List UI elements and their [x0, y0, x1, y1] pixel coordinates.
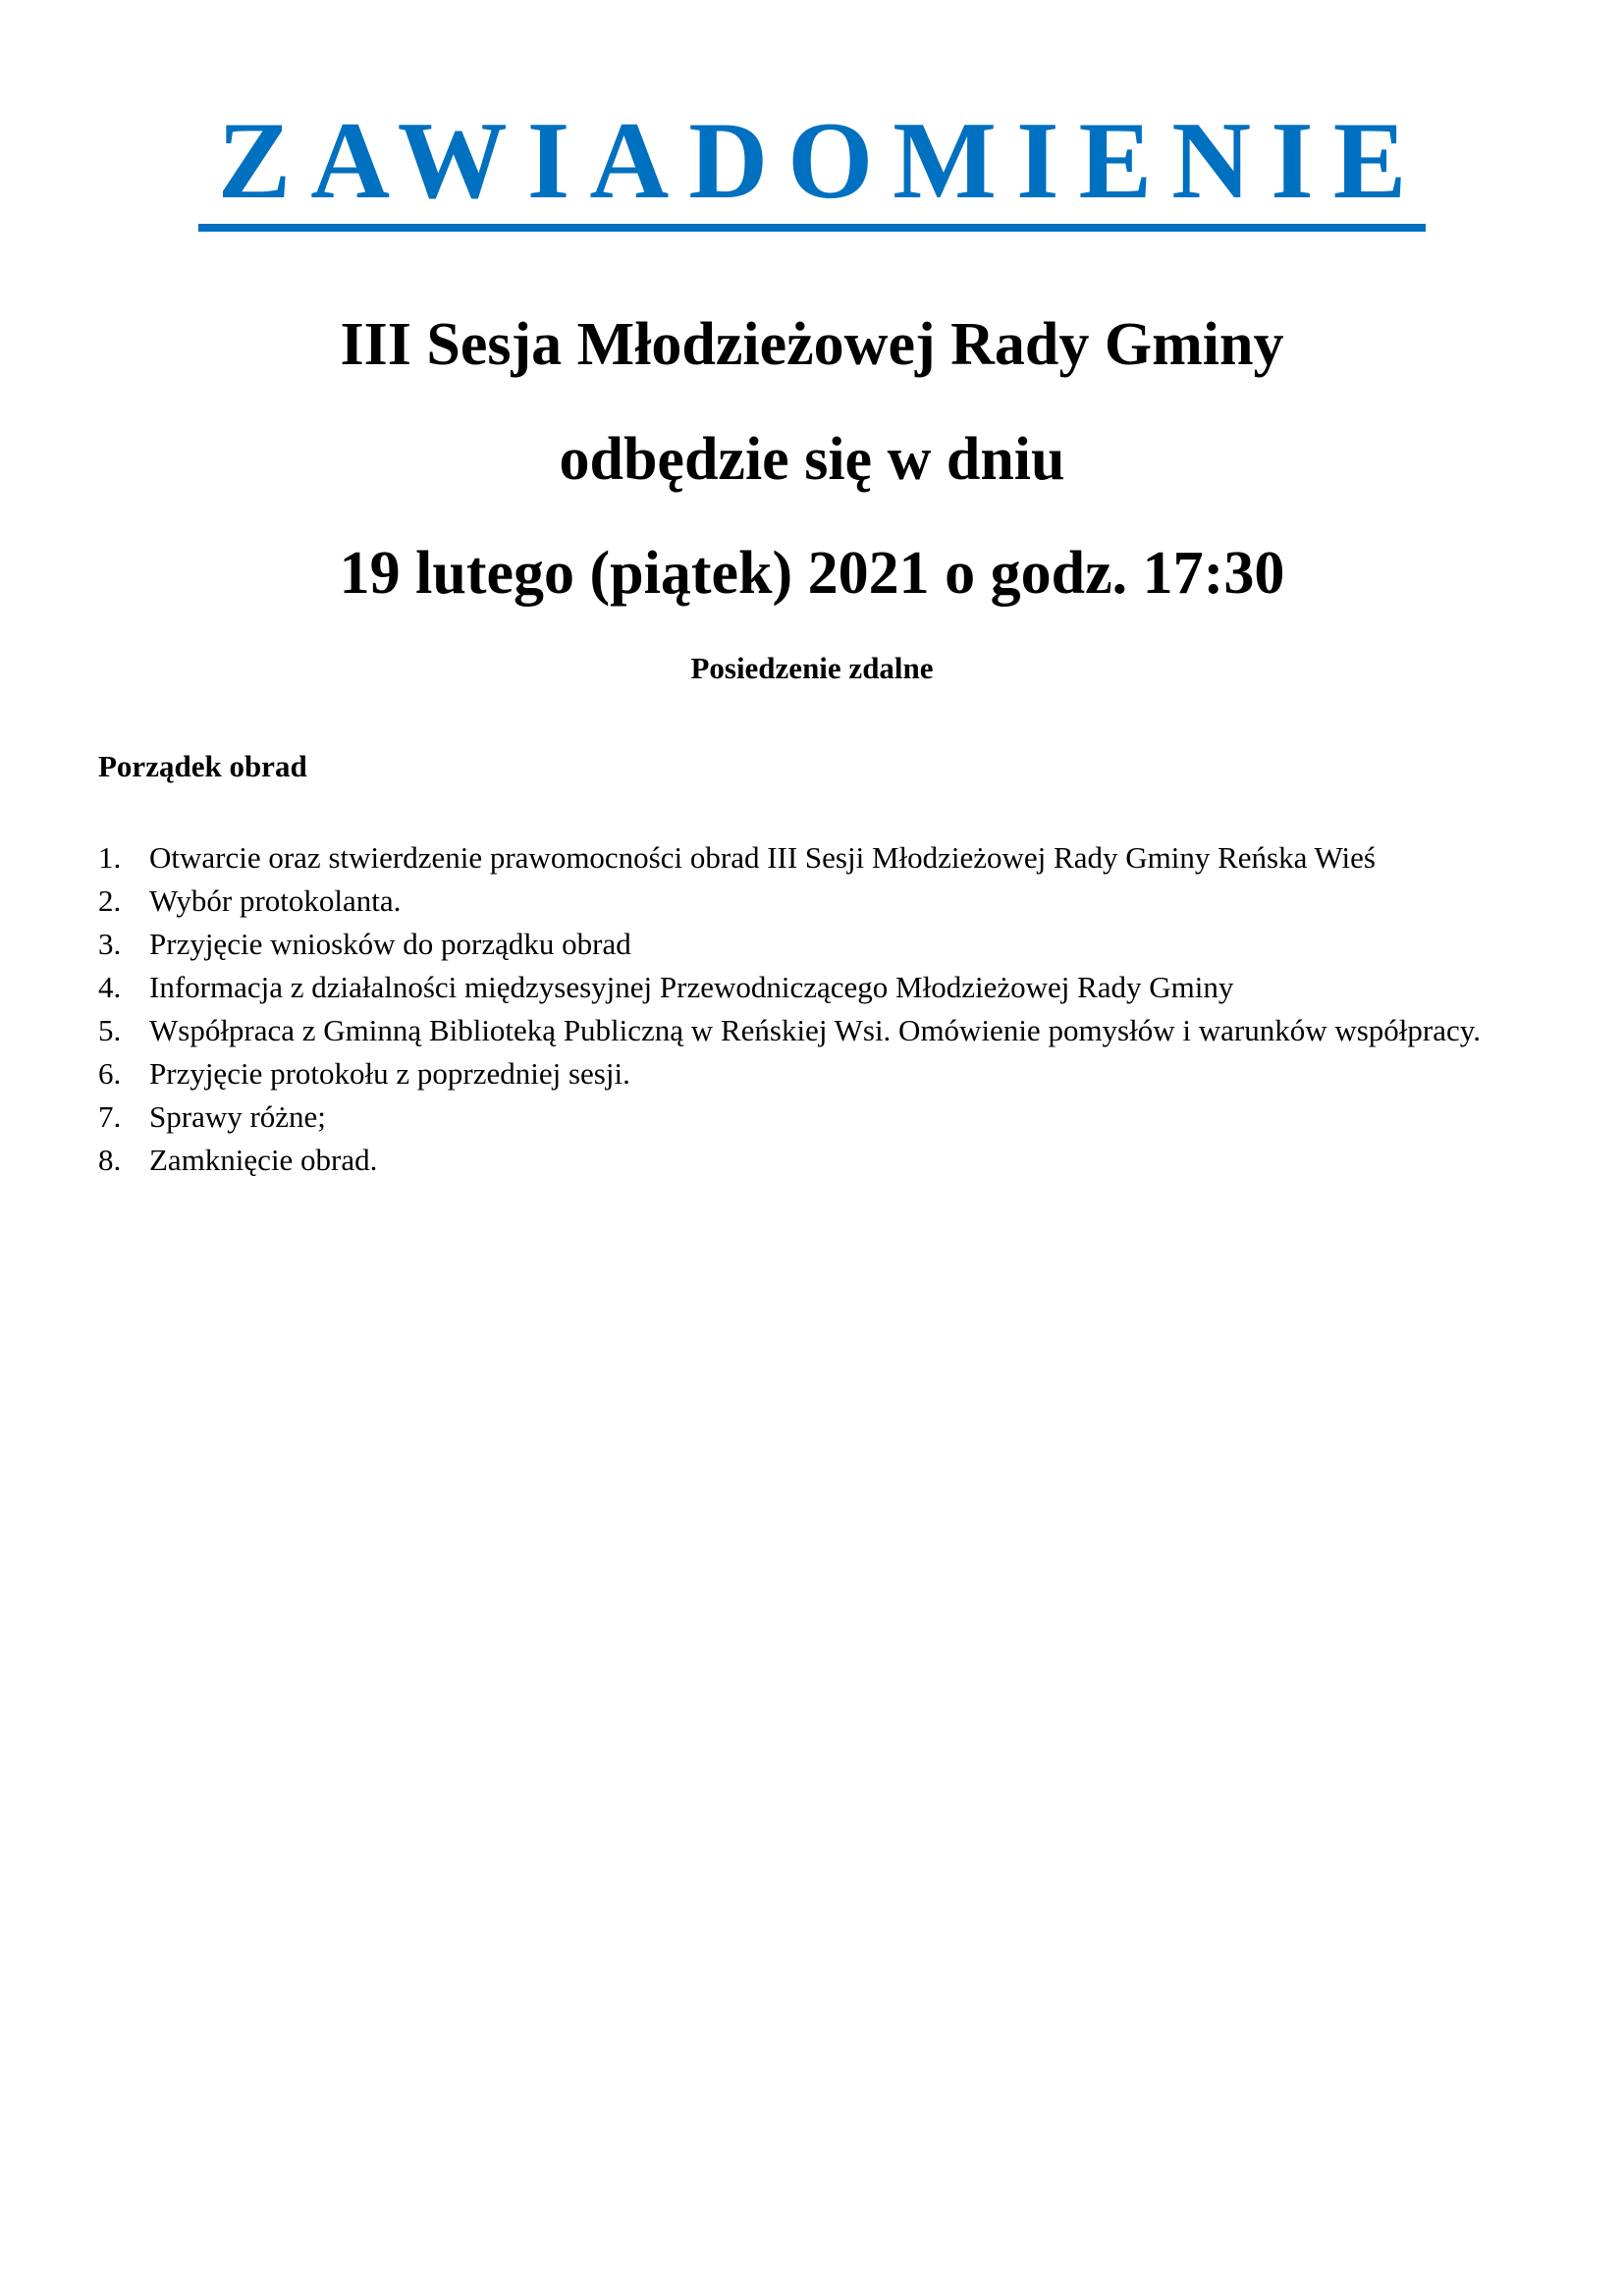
agenda-item-number: 1.	[98, 840, 122, 875]
agenda-heading: Porządek obrad	[98, 749, 307, 783]
session-announcement: odbędzie się w dniu	[559, 426, 1065, 493]
agenda-item-text: Przyjęcie wniosków do porządku obrad	[149, 927, 631, 961]
agenda-item	[98, 1052, 1532, 1095]
agenda-item-text: Informacja z działalności międzysesyjnej Przewodniczącego Młodzieżowej Rady Gminy	[149, 970, 1234, 1004]
agenda-item-text: Sprawy różne;	[149, 1099, 326, 1134]
agenda-item	[98, 923, 1532, 966]
agenda-item	[98, 1095, 1532, 1139]
agenda-item	[98, 1139, 1532, 1182]
document-title	[0, 98, 1624, 232]
meeting-mode: Posiedzenie zdalne	[690, 651, 934, 685]
agenda-item-text: Zamknięcie obrad.	[149, 1143, 378, 1177]
agenda-item-number: 6.	[98, 1056, 122, 1091]
agenda-item-text: Wybór protokolanta.	[149, 883, 402, 918]
agenda-item-number: 2.	[98, 883, 122, 918]
agenda-item-number: 5.	[98, 1013, 122, 1047]
session-name: III Sesja Młodzieżowej Rady Gminy	[340, 311, 1284, 378]
agenda-item	[98, 880, 1532, 923]
agenda-list	[98, 836, 1532, 1182]
agenda-item-text: Przyjęcie protokołu z poprzedniej sesji.	[149, 1056, 630, 1091]
session-date-time: 19 lutego (piątek) 2021 o godz. 17:30	[339, 540, 1285, 607]
agenda-item-number: 7.	[98, 1099, 122, 1134]
agenda-item-text: Otwarcie oraz stwierdzenie prawomocności obrad III Sesji Młodzieżowej Rady Gminy Reńska Wieś	[149, 840, 1376, 875]
agenda-item	[98, 1009, 1532, 1052]
agenda-item-number: 3.	[98, 927, 122, 961]
agenda-item	[98, 836, 1532, 880]
agenda-item-number: 4.	[98, 970, 122, 1004]
agenda-item	[98, 966, 1532, 1009]
agenda-item-text: Współpraca z Gminną Biblioteką Publiczną w Reńskiej Wsi. Omówienie pomysłów i warunków współpracy.	[149, 1013, 1481, 1047]
agenda-item-number: 8.	[98, 1143, 122, 1177]
document-title-text: ZAWIADOMIENIE	[198, 98, 1427, 232]
